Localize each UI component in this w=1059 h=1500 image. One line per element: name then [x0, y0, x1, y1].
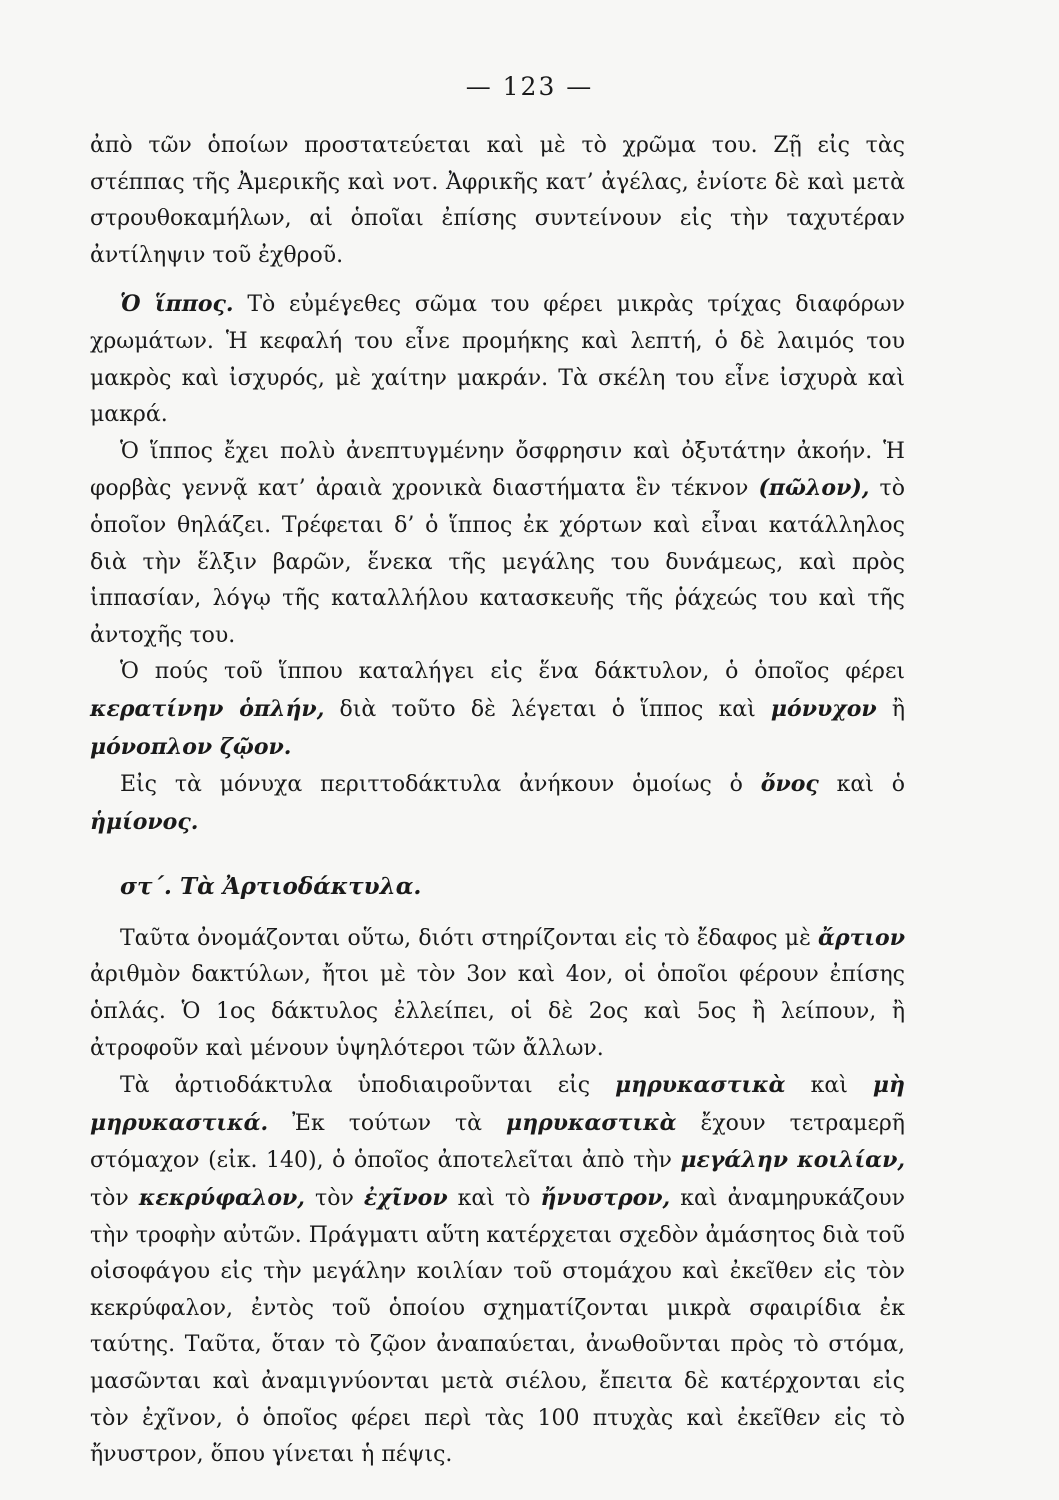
- paragraph-text: ἢ: [876, 696, 905, 722]
- page-body: [90, 128, 905, 1474]
- paragraph-text: καὶ: [785, 1073, 873, 1099]
- term-mi-mirykastika: μὴ μηρυκαστικά.: [90, 1072, 905, 1136]
- paragraph-horse-foot: [90, 654, 905, 766]
- paragraph-text: Ἐκ τούτων τὰ: [268, 1110, 507, 1136]
- paragraph-text: καὶ ἀναμηρυκάζουν τὴν τροφὴν αὐτῶν. Πράγματι αὕτη κατέρχεται σχεδὸν ἀμάσητος διὰ τοῦ οἰσοφάγου εἰς τὴν μεγάλην κοιλίαν τοῦ στομάχου καὶ ἐκεῖθεν εἰς τὸν κεκρύφαλον, ἐντὸς τοῦ ὁποίου σχηματίζονται μικρὰ σφαιρίδια ἐκ ταύτης. Ταῦτα, ὅταν τὸ ζῷον ἀναπαύεται, ἀνωθοῦνται πρὸς τὸ στόμα, μασῶνται καὶ ἀναμιγνύονται μετὰ σιέλου, ἔπειτα δὲ κατέρχονται εἰς τὸν ἐχῖνον, ὁ ὁποῖος φέρει περὶ τὰς 100 πτυχὰς καὶ ἐκεῖθεν εἰς τὸ ἤνυστρον, ὅπου γίνεται ἡ πέψις.: [90, 1186, 905, 1468]
- paragraph-text: Ὁ πούς τοῦ ἵππου καταλήγει εἰς ἕνα δάκτυλον, ὁ ὁποῖος φέρει: [120, 659, 905, 685]
- paragraph-text: τὸ ὁποῖον θηλάζει. Τρέφεται δ’ ὁ ἵππος ἐκ χόρτων καὶ εἶναι κατάλληλος διὰ τὴν ἕλξιν βαρῶν, ἕνεκα τῆς μεγάλης του δυνάμεως, καὶ πρὸς ἱππασίαν, λόγῳ τῆς καταλλήλου κατασκευῆς τῆς ῥάχεώς του καὶ τῆς ἀντοχῆς του.: [90, 476, 905, 648]
- term-monoplon-zoon: μόνοπλον ζῷον.: [90, 733, 292, 760]
- term-onos: ὄνος: [760, 771, 819, 798]
- paragraph-text: ἔχουν τετραμερῆ στόμαχον (εἰκ. 140), ὁ ὁποῖος ἀποτελεῖται ἀπὸ τὴν: [90, 1110, 905, 1174]
- term-echinos: ἐχῖνον: [363, 1185, 448, 1212]
- paragraph-intro: ἀπὸ τῶν ὁποίων προστατεύεται καὶ μὲ τὸ χρῶμα του. Ζῇ εἰς τὰς στέππας τῆς Ἀμερικῆς καὶ νοτ. Ἀφρικῆς κατ’ ἀγέλας, ἐνίοτε δὲ καὶ μετὰ στρουθοκαμήλων, αἱ ὁποῖαι ἐπίσης συντείνουν εἰς τὴν ταχυτέραν ἀντίληψιν τοῦ ἐχθροῦ.: [90, 133, 905, 268]
- term-mirykastika: μηρυκαστικὰ: [615, 1072, 786, 1099]
- paragraph-horse-senses: [90, 434, 905, 655]
- term-mirykastika: μηρυκαστικὰ: [506, 1109, 677, 1136]
- paragraph-monycha: [90, 766, 905, 841]
- paragraph-text: Τὰ ἀρτιοδάκτυλα ὑποδιαιροῦνται εἰς: [120, 1073, 616, 1099]
- term-inystron: ἤνυστρον,: [540, 1185, 671, 1212]
- term-kekryfalos: κεκρύφαλον,: [138, 1185, 305, 1212]
- term-megali-koilia: μεγάλην κοιλίαν,: [680, 1147, 905, 1174]
- paragraph-horse-body: [90, 286, 905, 433]
- paragraph-text: Εἰς τὰ μόνυχα περιττοδάκτυλα ἀνήκουν ὁμοίως ὁ: [120, 772, 761, 798]
- paragraph-text: καὶ ὁ: [818, 772, 905, 798]
- paragraph-artiodactyla: [90, 920, 905, 1067]
- paragraph-text: τὸν: [90, 1186, 139, 1212]
- term-artion: ἄρτιον: [818, 924, 905, 951]
- paragraph-text: καὶ τὸ: [447, 1186, 541, 1212]
- term-monychon: μόνυχον: [770, 695, 877, 722]
- page-number: — 123 —: [465, 72, 594, 101]
- paragraph-text: Τὸ εὐμέγεθες σῶμα του φέρει μικρὰς τρίχας διαφόρων χρωμάτων. Ἡ κεφαλή του εἶνε προμήκης καὶ λεπτή, ὁ δὲ λαιμός του μακρὸς καὶ ἰσχυρός, μὲ χαίτην μακράν. Τὰ σκέλη του εἶνε ἰσχυρὰ καὶ μακρά.: [90, 292, 905, 428]
- paragraph-text: ἀριθμὸν δακτύλων, ἤτοι μὲ τὸν 3ον καὶ 4ον, οἱ ὁποῖοι φέρουν ἐπίσης ὁπλάς. Ὁ 1ος δάκτυλος ἐλλείπει, οἱ δὲ 2ος καὶ 5ος ἢ λείπουν, ἢ ἀτροφοῦν καὶ μένουν ὑψηλότεροι τῶν ἄλλων.: [90, 962, 905, 1061]
- term-polon: (πῶλον),: [758, 475, 870, 502]
- paragraph-ruminants: [90, 1067, 905, 1474]
- paragraph-text: διὰ τοῦτο δὲ λέγεται ὁ ἵππος καὶ: [324, 696, 771, 722]
- section-heading: στ΄. Τὰ Ἀρτιοδάκτυλα.: [120, 873, 422, 901]
- paragraph-text: τὸν: [304, 1186, 364, 1212]
- paragraph-text: Ταῦτα ὀνομάζονται οὕτω, διότι στηρίζονται εἰς τὸ ἔδαφος μὲ: [120, 925, 819, 951]
- term-imionos: ἡμίονος.: [90, 808, 199, 835]
- term-keratini-opli: κερατίνην ὁπλήν,: [90, 695, 325, 722]
- paragraph-text: Ὁ ἵππος ἔχει πολὺ ἀνεπτυγμένην ὄσφρησιν καὶ ὀξυτάτην ἀκοήν. Ἡ φορβὰς γεννᾷ κατ’ ἀραιὰ χρονικὰ διαστήματα ἓν τέκνον: [90, 438, 905, 502]
- term-horse: Ὁ ἵππος.: [120, 291, 234, 318]
